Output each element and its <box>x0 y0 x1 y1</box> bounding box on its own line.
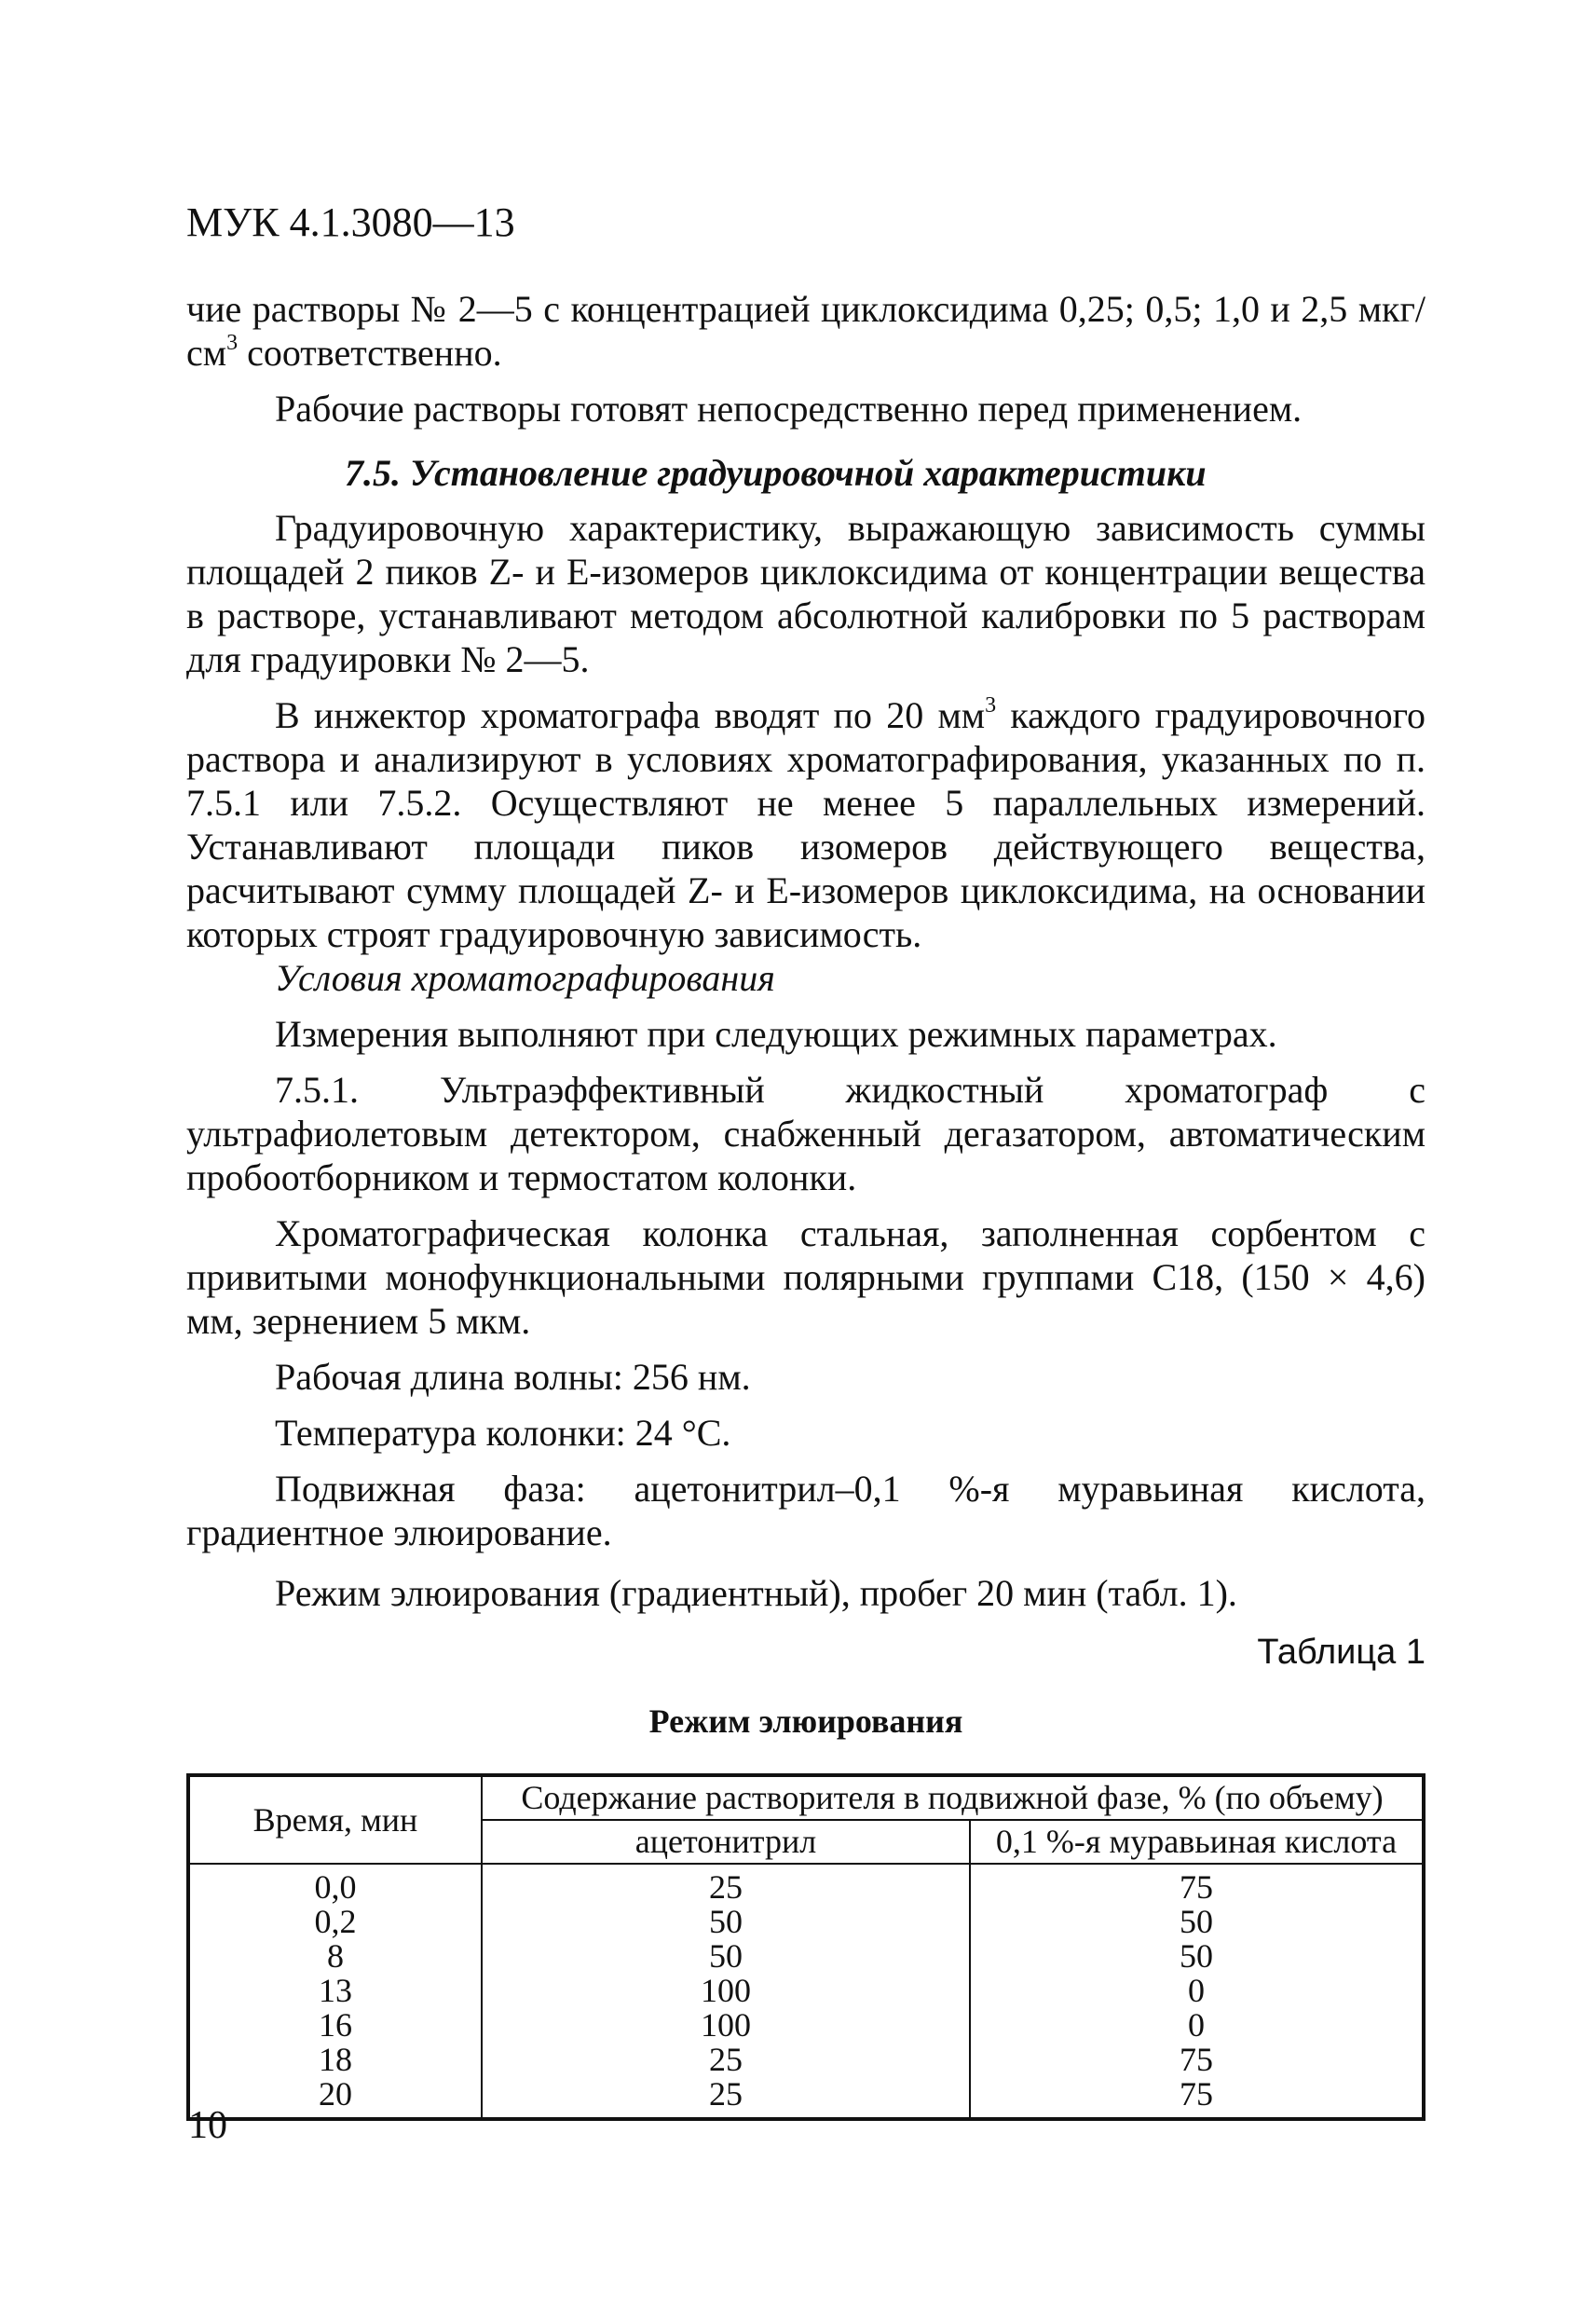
table-row <box>188 1974 1424 2008</box>
header-time: Время, мин <box>188 1775 482 1864</box>
cell-acid: 50 <box>970 1939 1424 1974</box>
cell-time: 16 <box>188 2008 482 2043</box>
header-solvent-content: Содержание растворителя в подвижной фазе, % (по объему) <box>482 1775 1424 1820</box>
paragraph-text-tail: каждого градуировочного раствора и анализируют в условиях хроматографирования, указанных по п. 7.5.1 или 7.5.2. Осуществляют не менее 5 параллельных измерений. Устанавливают площади пиков изомеров действующего вещества, расчитывают сумму площадей Z- и E-изомеров циклоксидима, на основании которых строят градуировочную зависимость. <box>186 694 1425 955</box>
table-row <box>188 1864 1424 1905</box>
cell-acetonitrile: 25 <box>482 2077 970 2119</box>
paragraph-text: чие растворы № 2—5 с концентрацией циклоксидима 0,25; 0,5; 1,0 и 2,5 мкг/см <box>186 288 1425 374</box>
cell-acetonitrile: 100 <box>482 2008 970 2043</box>
table-row <box>188 2043 1424 2077</box>
conditions-subtitle: Условия хроматографирования <box>275 957 775 999</box>
cell-acetonitrile: 50 <box>482 1905 970 1939</box>
cell-acetonitrile: 25 <box>482 2043 970 2077</box>
section-heading: 7.5. Установление градуировочной характеристики <box>345 452 1207 494</box>
table-title: Режим элюирования <box>648 1702 963 1740</box>
table-body <box>188 1864 1424 2119</box>
paragraph-mobile-phase: Подвижная фаза: ацетонитрил–0,1 %-я муравьиная кислота, градиентное элюирование. <box>186 1468 1425 1553</box>
paragraph-measurement-params: Измерения выполняют при следующих режимных параметрах. <box>275 1013 1277 1055</box>
elution-table <box>186 1773 1425 2121</box>
paragraph-column-temperature: Температура колонки: 24 °C. <box>275 1412 731 1454</box>
paragraph-column: Хроматографическая колонка стальная, заполненная сорбентом с привитыми монофункциональными полярными группами C18, (150 × 4,6) мм, зернением 5 мкм. <box>186 1212 1425 1342</box>
cell-time: 20 <box>188 2077 482 2119</box>
cell-acid: 75 <box>970 2043 1424 2077</box>
paragraph-wavelength: Рабочая длина волны: 256 нм. <box>275 1356 751 1398</box>
table-row <box>188 1905 1424 1939</box>
cell-acid: 50 <box>970 1905 1424 1939</box>
table-row <box>188 2077 1424 2119</box>
header-formic-acid: 0,1 %-я муравьиная кислота <box>970 1820 1424 1864</box>
table-row <box>188 1939 1424 1974</box>
paragraph-injection <box>186 693 1425 956</box>
page-content <box>186 287 1425 2121</box>
cell-acid: 0 <box>970 2008 1424 2043</box>
paragraph-text: В инжектор хроматографа вводят по 20 мм <box>275 694 986 736</box>
table-row <box>188 2008 1424 2043</box>
cell-acetonitrile: 50 <box>482 1939 970 1974</box>
cell-time: 18 <box>188 2043 482 2077</box>
cell-acetonitrile: 100 <box>482 1974 970 2008</box>
cell-acetonitrile: 25 <box>482 1864 970 1905</box>
superscript: 3 <box>226 331 239 355</box>
paragraph-chromatograph: 7.5.1. Ультраэффективный жидкостный хроматограф с ультрафиолетовым детектором, снабженный дегазатором, автоматическим пробоотборником и термостатом колонки. <box>186 1069 1425 1198</box>
cell-time: 0,0 <box>188 1864 482 1905</box>
table-header-row <box>188 1775 1424 1820</box>
superscript: 3 <box>985 693 997 718</box>
cell-acid: 0 <box>970 1974 1424 2008</box>
cell-time: 13 <box>188 1974 482 2008</box>
paragraph-elution-mode: Режим элюирования (градиентный), пробег 20 мин (табл. 1). <box>275 1572 1237 1614</box>
cell-time: 0,2 <box>188 1905 482 1939</box>
cell-acid: 75 <box>970 1864 1424 1905</box>
cell-time: 8 <box>188 1939 482 1974</box>
cell-acid: 75 <box>970 2077 1424 2119</box>
document-code-header: МУК 4.1.3080—13 <box>186 199 515 245</box>
table-number-label: Таблица 1 <box>1257 1633 1425 1672</box>
paragraph-preparation: Рабочие растворы готовят непосредственно перед применением. <box>275 388 1303 430</box>
header-acetonitrile: ацетонитрил <box>482 1820 970 1864</box>
page-number: 10 <box>188 2104 227 2147</box>
paragraph-text-tail: соответственно. <box>238 332 502 374</box>
paragraph-working-solutions <box>186 287 1425 375</box>
paragraph-calibration: Градуировочную характеристику, выражающую зависимость суммы площадей 2 пиков Z- и E-изомеров циклоксидима от концентрации вещества в растворе, устанавливают методом абсолютной калибровки по 5 растворам для градуировки № 2—5. <box>186 507 1425 680</box>
